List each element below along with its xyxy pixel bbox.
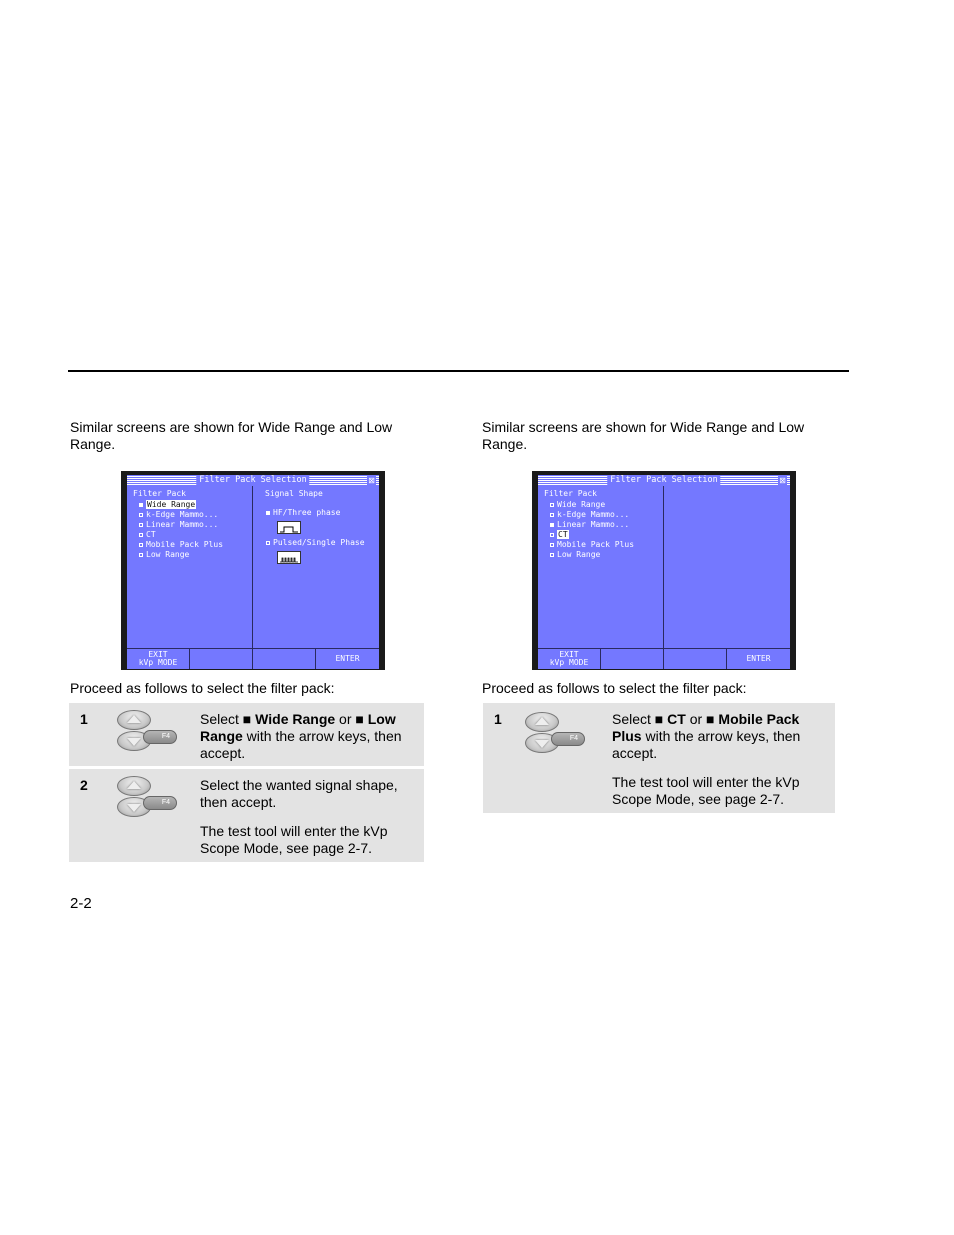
f4-key: F4 (143, 730, 177, 744)
checkbox-icon (139, 553, 143, 557)
signal-option-hf: HF/Three phase (266, 508, 340, 518)
checkbox-icon (139, 533, 143, 537)
proceed-right: Proceed as follows to select the filter pack: (482, 680, 747, 696)
page-number: 2-2 (70, 895, 92, 912)
softkey-exit: EXIT kVp MODE (549, 650, 589, 667)
checkbox-icon (139, 543, 143, 547)
step-note: The test tool will enter the kVp Scope Mode, see page 2-7. (612, 774, 800, 807)
screen-titlebar (538, 475, 790, 486)
screen-title: Filter Pack Selection (607, 475, 720, 486)
checkbox-icon (139, 513, 143, 517)
filter-item: Wide Range (550, 500, 634, 510)
step-row (69, 769, 424, 862)
filter-pack-header: Filter Pack (544, 489, 597, 498)
filter-item: CT (550, 530, 634, 540)
f4-key: F4 (143, 796, 177, 810)
step-number: 2 (80, 777, 88, 793)
filter-item: Linear Mammo... (550, 520, 634, 530)
softkey-bar (127, 648, 379, 669)
checkbox-icon (550, 503, 554, 507)
checkbox-icon (550, 543, 554, 547)
checkbox-icon (266, 511, 270, 515)
step-note: The test tool will enter the kVp Scope Mode, see page 2-7. (200, 823, 388, 856)
step-number: 1 (494, 711, 502, 727)
f4-key: F4 (551, 732, 585, 746)
softkey-exit: EXIT kVp MODE (138, 650, 178, 667)
step-row (483, 703, 835, 813)
expand-icon: ⊠ (779, 476, 786, 485)
filter-item: CT (139, 530, 223, 540)
checkbox-icon (550, 513, 554, 517)
filter-item: Low Range (550, 550, 634, 560)
checkbox-icon (550, 553, 554, 557)
screenshot-right (532, 471, 796, 670)
filter-pack-header: Filter Pack (133, 489, 186, 498)
screen-title: Filter Pack Selection (196, 475, 309, 486)
filter-item: Low Range (139, 550, 223, 560)
step-number: 1 (80, 711, 88, 727)
arrow-keys-icon (525, 712, 585, 756)
expand-icon: ⊠ (368, 476, 375, 485)
filter-pack-list (550, 500, 634, 560)
checkbox-icon (550, 523, 554, 527)
arrow-up-key (117, 710, 151, 730)
screen-titlebar (127, 475, 379, 486)
signal-shape-header: Signal Shape (265, 489, 323, 498)
checkbox-icon (139, 523, 143, 527)
steps-table-left (69, 703, 424, 865)
arrow-up-key (117, 776, 151, 796)
signal-option-pulsed: Pulsed/Single Phase (266, 538, 365, 548)
header-rule (68, 370, 849, 372)
step-row (69, 703, 424, 766)
steps-table-right (483, 703, 835, 816)
arrow-keys-icon (117, 776, 177, 820)
checkbox-icon (139, 503, 143, 507)
intro-right: Similar screens are shown for Wide Range and Low Range. (482, 419, 805, 452)
proceed-left: Proceed as follows to select the filter pack: (70, 680, 335, 696)
filter-item: Mobile Pack Plus (139, 540, 223, 550)
filter-item: k-Edge Mammo... (550, 510, 634, 520)
softkey-enter: ENTER (746, 654, 771, 663)
softkey-bar (538, 648, 790, 669)
filter-item: Wide Range (139, 500, 223, 510)
square-wave-icon (277, 521, 301, 534)
filter-item: Mobile Pack Plus (550, 540, 634, 550)
filter-item: k-Edge Mammo... (139, 510, 223, 520)
intro-left: Similar screens are shown for Wide Range and Low Range. (70, 419, 393, 452)
step-text: Select ■ CT or ■ Mobile Pack Plus with the arrow keys, then accept. (612, 711, 801, 761)
checkbox-icon (266, 541, 270, 545)
step-text: Select ■ Wide Range or ■ Low Range with the arrow keys, then accept. (200, 711, 402, 761)
screenshot-left (121, 471, 385, 670)
arrow-keys-icon (117, 710, 177, 754)
pulse-wave-icon (277, 551, 301, 564)
softkey-enter: ENTER (335, 654, 360, 663)
arrow-up-key (525, 712, 559, 732)
filter-item: Linear Mammo... (139, 520, 223, 530)
checkbox-icon (550, 533, 554, 537)
filter-pack-list (139, 500, 223, 560)
step-text: Select the wanted signal shape, then accept. (200, 777, 398, 810)
